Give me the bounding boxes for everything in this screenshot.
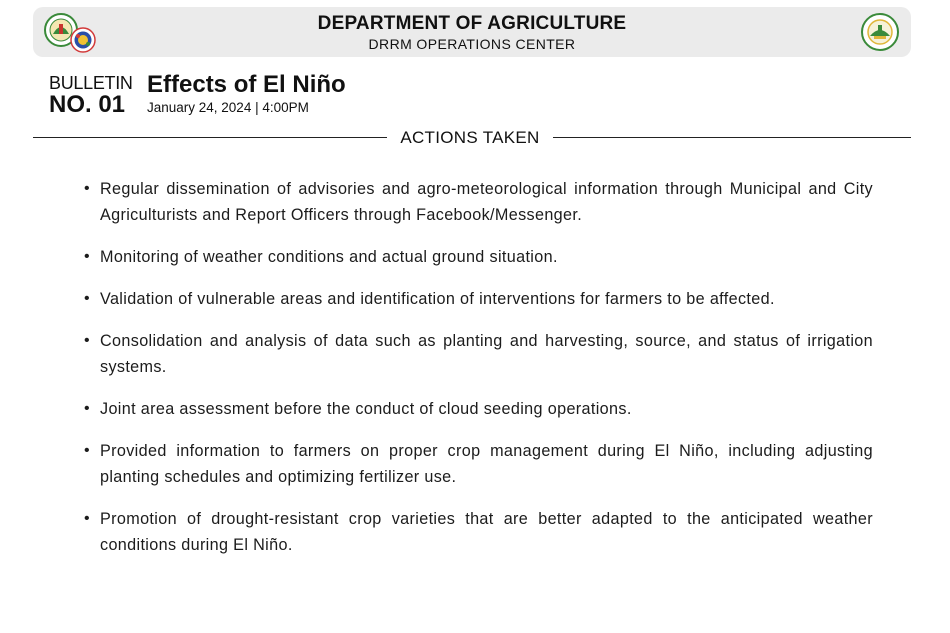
list-item	[84, 328, 873, 380]
divider-line-left	[33, 137, 387, 138]
bullet-icon: •	[84, 332, 90, 349]
list-item	[84, 396, 873, 422]
bullet-icon: •	[84, 290, 90, 307]
bullet-icon: •	[84, 248, 90, 265]
bullet-icon: •	[84, 400, 90, 417]
agency-name: DEPARTMENT OF AGRICULTURE	[317, 13, 627, 34]
action-text: Regular dissemination of advisories and agro-meteorological information through Municipal and City Agriculturists and Report Officers through Facebook/Messenger.	[100, 180, 873, 224]
bulletin-date: January 24, 2024 | 4:00PM	[147, 100, 309, 115]
list-item	[84, 244, 873, 270]
action-text: Joint area assessment before the conduct of cloud seeding operations.	[100, 400, 632, 418]
bulletin-number: NO. 01	[49, 91, 126, 118]
list-item	[84, 506, 873, 558]
bulletin-label: BULLETIN	[49, 73, 133, 93]
drrm-operations-center-seal-icon	[860, 12, 900, 52]
action-text: Provided information to farmers on proper crop management during El Niño, including adjusting planting schedules and optimizing fertilizer use.	[100, 442, 873, 486]
actions-list	[84, 176, 873, 574]
bullet-icon: •	[84, 442, 90, 459]
divider-line-right	[553, 137, 911, 138]
action-text: Consolidation and analysis of data such as planting and harvesting, source, and status of irrigation systems.	[100, 332, 873, 376]
section-title: ACTIONS TAKEN	[400, 128, 540, 147]
bullet-icon: •	[84, 510, 90, 527]
header-banner	[33, 7, 911, 57]
list-item	[84, 286, 873, 312]
section-divider	[33, 128, 911, 148]
list-item	[84, 176, 873, 228]
action-text: Promotion of drought-resistant crop varieties that are better adapted to the anticipated weather conditions during El Niño.	[100, 510, 873, 554]
action-text: Validation of vulnerable areas and identification of interventions for farmers to be affected.	[100, 290, 775, 308]
bulletin-title: Effects of El Niño	[147, 71, 346, 98]
list-item	[84, 438, 873, 490]
office-name: DRRM OPERATIONS CENTER	[368, 36, 576, 52]
action-text: Monitoring of weather conditions and actual ground situation.	[100, 248, 558, 266]
bullet-icon: •	[84, 180, 90, 197]
